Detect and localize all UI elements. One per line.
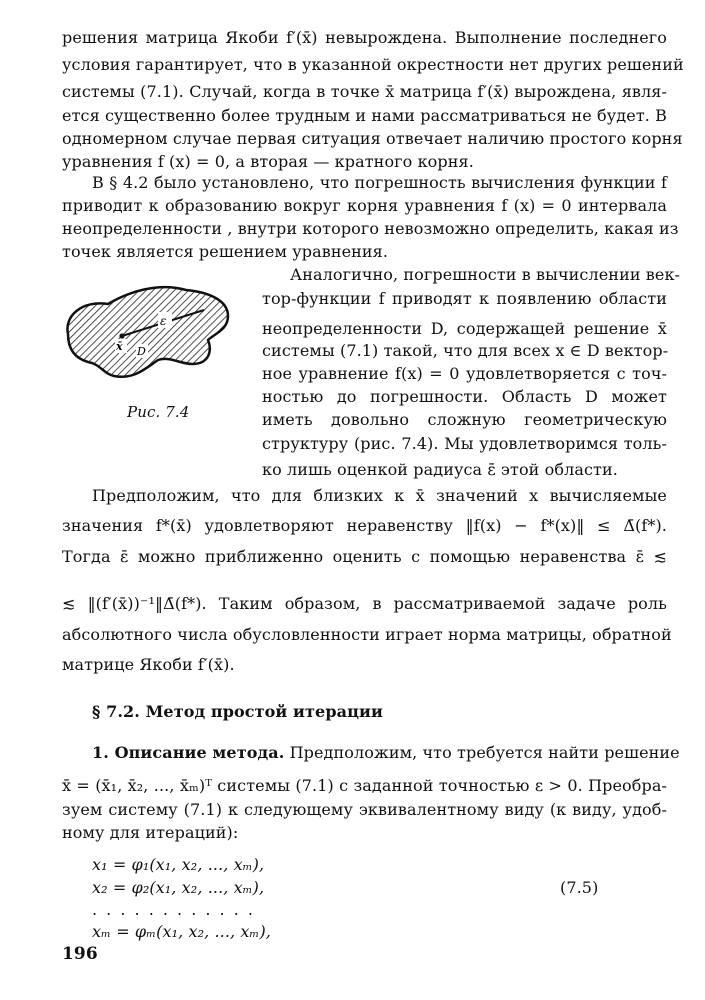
text-line: решения матрица Якоби f′(x̄) невырождена. Выполнение последнего [62, 28, 667, 47]
subsection-label: 1. Описание метода. [92, 743, 285, 762]
text-line: ко лишь оценкой радиуса ε̄ этой области. [262, 460, 618, 479]
solution-point [119, 333, 124, 338]
equation-line: x₁ = φ₁(x₁, x₂, ..., xₘ), [92, 855, 265, 874]
text-line: Тогда ε̄ можно приближенно оценить с помощью неравенства ε̄ ≲ [62, 547, 667, 566]
text-line: Аналогично, погрешности в вычислении век- [290, 265, 681, 284]
equation-line: x₂ = φ₂(x₁, x₂, ..., xₘ), [92, 878, 265, 897]
text-line: неопределенности D, содержащей решение x̄ [262, 319, 667, 338]
text-line: неопределенности , внутри которого невозможно определить, какая из [62, 219, 679, 238]
figure-caption: Рис. 7.4 [127, 403, 190, 421]
text-line: тор-функции f приводят к появлению области [262, 289, 667, 308]
x-label: x̄ [116, 340, 123, 353]
text-line: ется существенно более трудным и нами рассматриваться не будет. В [62, 106, 667, 125]
equation-number: (7.5) [560, 878, 599, 897]
text-line: одномерном случае первая ситуация отвечает наличию простого корня [62, 129, 683, 148]
region-D-shape [67, 287, 228, 377]
subsection-line [92, 743, 680, 763]
text-line: системы (7.1). Случай, когда в точке x̄ матрица f′(x̄) вырождена, явля- [62, 82, 667, 101]
text-line: иметь довольно сложную геометрическую [262, 410, 667, 429]
text-line: зуем систему (7.1) к следующему эквивалентному виду (к виду, удоб- [62, 800, 667, 819]
text-line: Предположим, что требуется найти решение [289, 743, 680, 762]
text-line: абсолютного числа обусловленности играет норма матрицы, обратной [62, 625, 672, 644]
text-line: Предположим, что для близких к x̄ значений x вычисляемые [92, 486, 667, 505]
section-heading: § 7.2. Метод простой итерации [92, 702, 383, 721]
text-line: условия гарантирует, что в указанной окрестности нет других решений [62, 55, 684, 74]
text-line: ное уравнение f(x) = 0 удовлетворяется с точ- [262, 364, 667, 383]
text-line: ≲ ‖(f′(x̄))⁻¹‖Δ̄(f*). Таким образом, в рассматриваемой задаче роль [62, 594, 667, 613]
text-line: значения f*(x̄) удовлетворяют неравенству ‖f(x) − f*(x)‖ ≤ Δ̄(f*). [62, 516, 667, 535]
text-line: системы (7.1) такой, что для всех x ∈ D вектор- [262, 341, 669, 360]
equation-line: xₘ = φₘ(x₁, x₂, ..., xₘ), [92, 922, 271, 941]
D-label: D [137, 345, 146, 358]
equation-dots: . . . . . . . . . . . . [92, 900, 255, 919]
epsilon-label: ε [160, 314, 167, 328]
text-line: матрице Якоби f′(x̄). [62, 655, 235, 674]
text-line: точек является решением уравнения. [62, 242, 389, 261]
text-line: уравнения f (x) = 0, а вторая — кратного корня. [62, 152, 474, 171]
text-line: В § 4.2 было установлено, что погрешность вычисления функции f [92, 173, 667, 192]
text-line: структуру (рис. 7.4). Мы удовлетворимся толь- [262, 434, 667, 453]
text-line: ностью до погрешности. Область D может [262, 387, 667, 406]
text-line: ному для итераций): [62, 823, 239, 842]
figure-uncertainty-region [62, 282, 234, 380]
text-line: приводит к образованию вокруг корня уравнения f (x) = 0 интервала [62, 196, 667, 215]
page-number: 196 [62, 944, 98, 964]
text-line: x̄ = (x̄₁, x̄₂, ..., x̄ₘ)ᵀ системы (7.1) с заданной точностью ε > 0. Преобра- [62, 776, 667, 795]
